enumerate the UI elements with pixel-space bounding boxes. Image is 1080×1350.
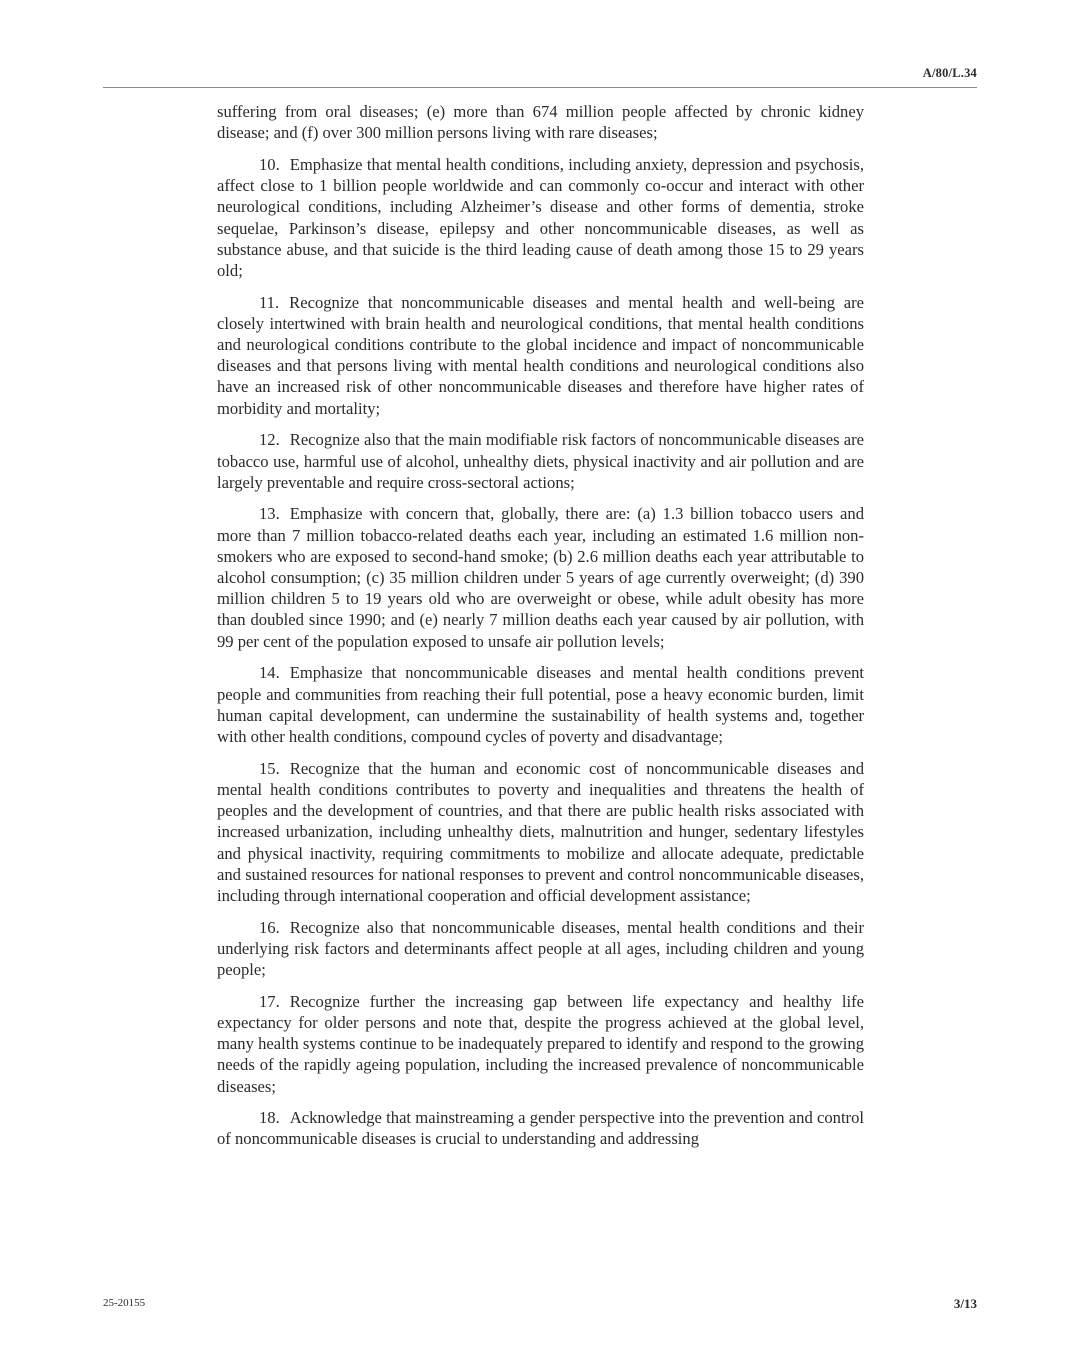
paragraph-text: Recognize that noncommunicable diseases and mental health and well-being are closely intertwined with brain health and neurological conditions, that mental health conditions and neurological conditions contribute to the global incidence and impact of noncommunicable diseases and that persons living with mental health conditions and neurological conditions also have an increased risk of other noncommunicable diseases and therefore have higher rates of morbidity and mortality; (217, 292, 864, 418)
paragraph-number: 18. (259, 1108, 280, 1128)
paragraph-text: Recognize further the increasing gap between life expectancy and healthy life expectancy for older persons and note that, despite the progress achieved at the global level, many health systems continue to be inadequately prepared to identify and respond to the growing needs of the rapidly ageing population, including the increased prevalence of noncommunicable diseases; (217, 991, 864, 1096)
paragraph-number: 10. (259, 154, 280, 174)
paragraph-10 (217, 154, 864, 281)
document-symbol: A/80/L.34 (922, 66, 977, 80)
paragraph-17 (217, 991, 864, 1097)
paragraph-text: Recognize also that the main modifiable risk factors of noncommunicable diseases are tobacco use, harmful use of alcohol, unhealthy diets, physical inactivity and air pollution and are largely preventable and require cross-sectoral actions; (217, 430, 864, 492)
paragraph-16 (217, 917, 864, 981)
paragraph-text: Recognize that the human and economic cost of noncommunicable diseases and mental health conditions contributes to poverty and inequalities and threatens the health of peoples and the development of countries, and that there are public health risks associated with increased urbanization, including unhealthy diets, malnutrition and hunger, sedentary lifestyles and physical inactivity, requiring commitments to mobilize and allocate adequate, predictable and sustained resources for national responses to prevent and control noncommunicable diseases, including through international cooperation and official development assistance; (217, 758, 864, 905)
paragraph-number: 16. (259, 917, 280, 937)
paragraph-number: 13. (259, 504, 280, 524)
paragraph-12 (217, 429, 864, 493)
paragraph-number: 12. (259, 430, 280, 450)
paragraph-text: Emphasize that noncommunicable diseases and mental health conditions prevent people and communities from reaching their full potential, pose a heavy economic burden, limit human capital development, can undermine the sustainability of health systems and, together with other health conditions, compound cycles of poverty and disadvantage; (217, 663, 864, 746)
paragraph-text: Emphasize with concern that, globally, there are: (a) 1.3 billion tobacco users and more than 7 million tobacco-related deaths each year, including an estimated 1.6 million non-smokers who are exposed to second-hand smoke; (b) 2.6 million deaths each year attributable to alcohol consumption; (c) 35 million children under 5 years of age currently overweight; (d) 390 million children 5 to 19 years old who are overweight or obese, while adult obesity has more than doubled since 1990; and (e) nearly 7 million deaths each year caused by air pollution, with 99 per cent of the population exposed to unsafe air pollution levels; (217, 504, 864, 651)
paragraph-number: 17. (259, 991, 280, 1011)
job-number: 25-20155 (103, 1297, 146, 1309)
paragraph-18 (217, 1107, 864, 1149)
header-rule (103, 87, 977, 88)
paragraph-number: 15. (259, 758, 280, 778)
document-body (217, 101, 864, 1160)
page-number: 3/13 (953, 1296, 977, 1311)
paragraph-15 (217, 758, 864, 906)
paragraph-14 (217, 662, 864, 747)
paragraph-text: Recognize also that noncommunicable diseases, mental health conditions and their underlying risk factors and determinants affect people at all ages, including children and young people; (217, 917, 864, 980)
paragraph-number: 11. (259, 292, 280, 312)
continuation-paragraph: suffering from oral diseases; (e) more than 674 million people affected by chronic kidney disease; and (f) over 300 million persons living with rare diseases; (217, 102, 864, 143)
paragraph-text: Emphasize that mental health conditions, including anxiety, depression and psychosis, affect close to 1 billion people worldwide and can commonly co-occur and interact with other neurological conditions, including Alzheimer’s disease and other forms of dementia, stroke sequelae, Parkinson’s disease, epilepsy and other noncommunicable diseases, as well as substance abuse, and that suicide is the third leading cause of death among those 15 to 29 years old; (217, 154, 864, 280)
paragraph-13 (217, 503, 864, 651)
paragraph-11 (217, 292, 864, 419)
paragraph-number: 14. (259, 663, 280, 683)
paragraph-text: Acknowledge that mainstreaming a gender perspective into the prevention and control of noncommunicable diseases is crucial to understanding and addressing (217, 1108, 864, 1149)
